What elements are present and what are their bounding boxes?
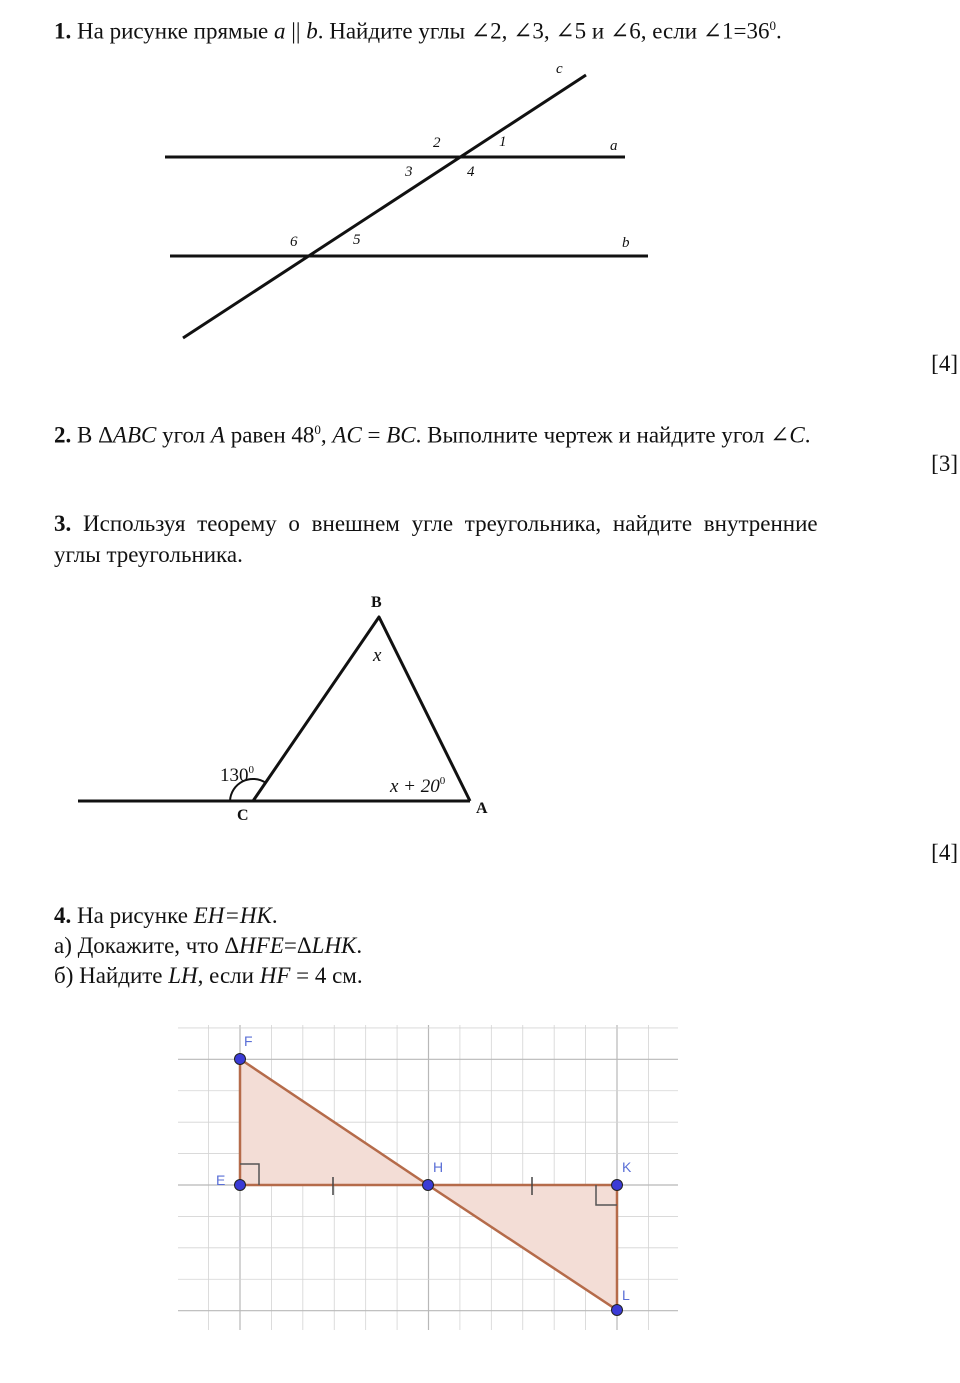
- problem-2-number: 2.: [54, 422, 72, 448]
- problem-4-line-1: 4. На рисунке EH=HK.: [54, 903, 278, 928]
- label-a: a: [610, 138, 618, 154]
- problem-3-line-1: 3. Используя теорему о внешнем угле треугольника, найдите внутренние: [54, 511, 818, 536]
- vertex-C-label: C: [237, 807, 249, 824]
- angle-x-label: x: [373, 645, 382, 666]
- label-H: H: [433, 1159, 444, 1175]
- problem-2-text: 2. В ΔABC угол A равен $48^0$, AC = BC. Выполните чертеж и найдите угол ∠C.: [54, 422, 811, 448]
- problem-3-points: [4]: [931, 840, 958, 865]
- angle-2-label: 2: [433, 135, 441, 151]
- problem-4-part-a: а) Докажите, что ΔHFE=ΔLHK.: [54, 933, 363, 958]
- point-E: [235, 1180, 246, 1191]
- angle-5-label: 5: [353, 232, 361, 248]
- angle-3-label: 3: [405, 164, 413, 180]
- point-K: [612, 1180, 623, 1191]
- vertex-B-label: B: [371, 594, 382, 611]
- problem-1-number: 1.: [54, 18, 72, 44]
- angle-1-label: 1: [499, 134, 507, 150]
- point-H: [423, 1180, 434, 1191]
- angle-6-label: 6: [290, 234, 298, 250]
- label-c: c: [556, 61, 563, 77]
- point-F: [235, 1054, 246, 1065]
- problem-3-line-2: углы треугольника.: [54, 542, 243, 567]
- problem-1-points: [4]: [931, 351, 958, 376]
- label-E: E: [216, 1172, 226, 1188]
- vertex-A-label: A: [476, 800, 488, 817]
- point-L: [612, 1305, 623, 1316]
- angle-A-expression: $x + 20^0$: [390, 775, 446, 797]
- problem-2-points: [3]: [931, 451, 958, 476]
- label-K: K: [622, 1159, 632, 1175]
- problem-4-number: 4.: [54, 903, 72, 928]
- angle-4-label: 4: [467, 164, 475, 180]
- label-b: b: [622, 235, 630, 251]
- problem-4-part-b: б) Найдите LH, если HF = 4 см.: [54, 963, 363, 988]
- exterior-angle-value: $130^0$: [220, 764, 254, 786]
- problem-1-text: 1. На рисунке прямые a || b. Найдите углы ∠2, ∠3, ∠5 и ∠6, если $\angle 1=36^0$.: [54, 18, 782, 44]
- label-L: L: [622, 1287, 630, 1303]
- problem-3-number: 3.: [54, 511, 72, 536]
- label-F: F: [244, 1033, 253, 1049]
